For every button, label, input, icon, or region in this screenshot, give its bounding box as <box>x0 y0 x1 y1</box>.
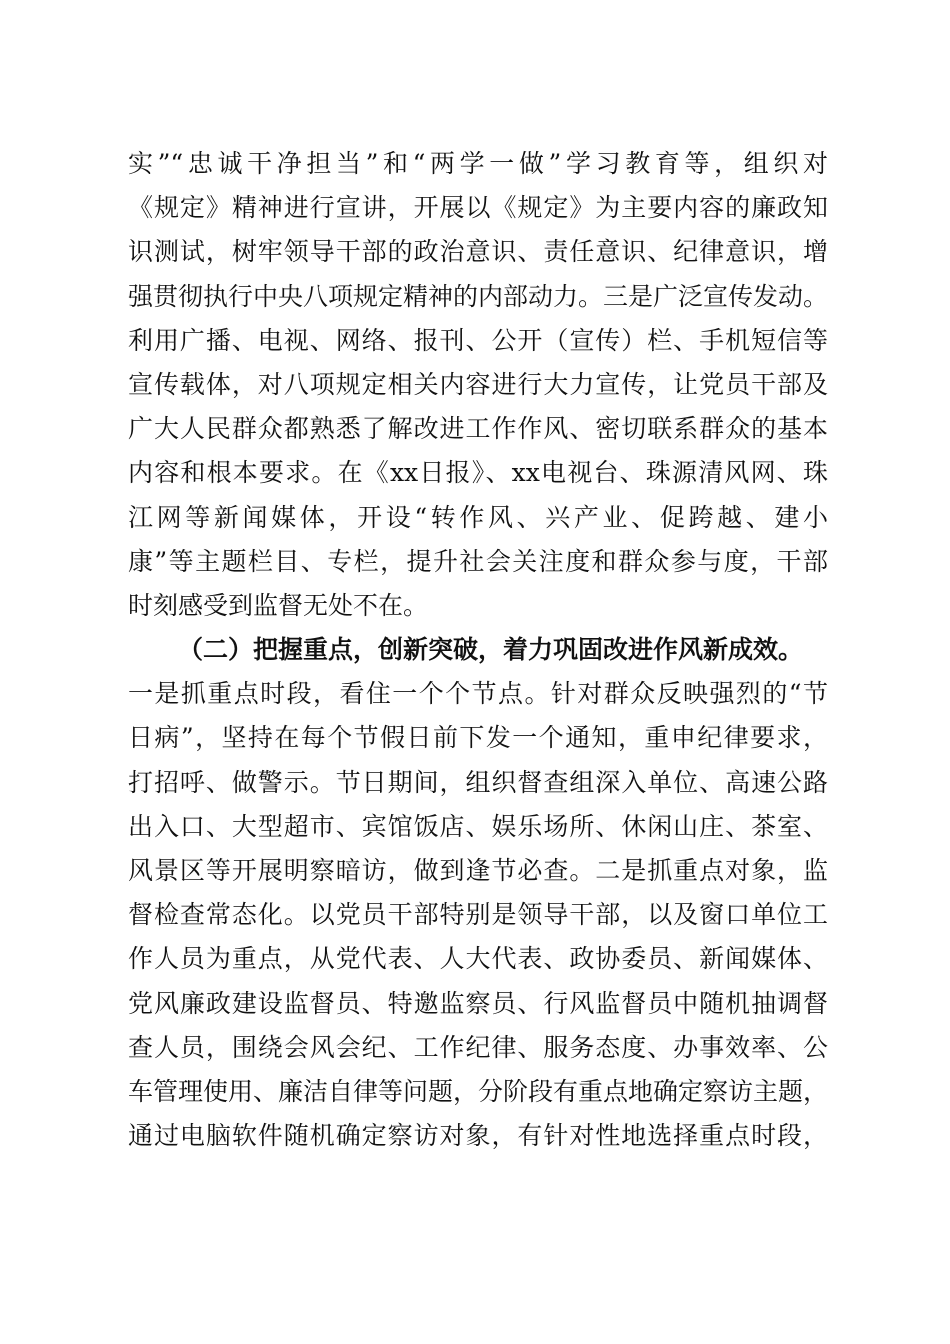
text-line: 《规定》精神进行宣讲，开展以《规定》为主要内容的廉政知 <box>128 193 828 223</box>
text-line: 内容和根本要求。在《xx日报》、xx电视台、珠源清风网、珠 <box>128 458 828 488</box>
text-line: 督检查常态化。以党员干部特别是领导干部，以及窗口单位工 <box>128 900 828 930</box>
text-line: 利用广播、电视、网络、报刊、公开（宣传）栏、手机短信等 <box>128 325 828 355</box>
section-heading: （二）把握重点，创新突破，着力巩固改进作风新成效。 <box>178 635 804 665</box>
text-line: 通过电脑软件随机确定察访对象，有针对性地选择重点时段， <box>128 1121 828 1151</box>
paragraph-2 <box>128 672 828 1158</box>
text-line: 打招呼、做警示。节日期间，组织督查组深入单位、高速公路 <box>128 767 828 797</box>
text-line: 车管理使用、廉洁自律等问题，分阶段有重点地确定察访主题， <box>128 1076 829 1106</box>
text-line: 时刻感受到监督无处不在。 <box>128 590 429 620</box>
text-line: 广大人民群众都熟悉了解改进工作作风、密切联系群众的基本 <box>128 414 828 444</box>
document-body <box>128 142 828 1158</box>
text-line: 强贯彻执行中央八项规定精神的内部动力。三是广泛宣传发动。 <box>128 281 829 311</box>
text-line: 宣传载体，对八项规定相关内容进行大力宣传，让党员干部及 <box>128 369 828 399</box>
text-line: 作人员为重点，从党代表、人大代表、政协委员、新闻媒体、 <box>128 944 828 974</box>
paragraph-1 <box>128 142 828 628</box>
text-line: 识测试，树牢领导干部的政治意识、责任意识、纪律意识，增 <box>128 237 828 267</box>
text-line: 江网等新闻媒体，开设“转作风、兴产业、促跨越、建小 <box>128 502 828 532</box>
text-line: 风景区等开展明察暗访，做到逢节必查。二是抓重点对象，监 <box>128 856 828 885</box>
text-line: 一是抓重点时段，看住一个个节点。针对群众反映强烈的“节 <box>128 679 828 709</box>
text-line: 日病”，坚持在每个节假日前下发一个通知，重申纪律要求， <box>128 723 828 753</box>
text-line: 党风廉政建设监督员、特邀监察员、行风监督员中随机抽调督 <box>128 988 828 1018</box>
text-line: 出入口、大型超市、宾馆饭店、娱乐场所、休闲山庄、茶室、 <box>128 811 828 841</box>
text-line: 实”“忠诚干净担当”和“两学一做”学习教育等，组织对 <box>128 149 828 178</box>
text-line: 查人员，围绕会风会纪、工作纪律、服务态度、办事效率、公 <box>128 1032 828 1062</box>
text-line: 康”等主题栏目、专栏，提升社会关注度和群众参与度，干部 <box>128 546 828 576</box>
